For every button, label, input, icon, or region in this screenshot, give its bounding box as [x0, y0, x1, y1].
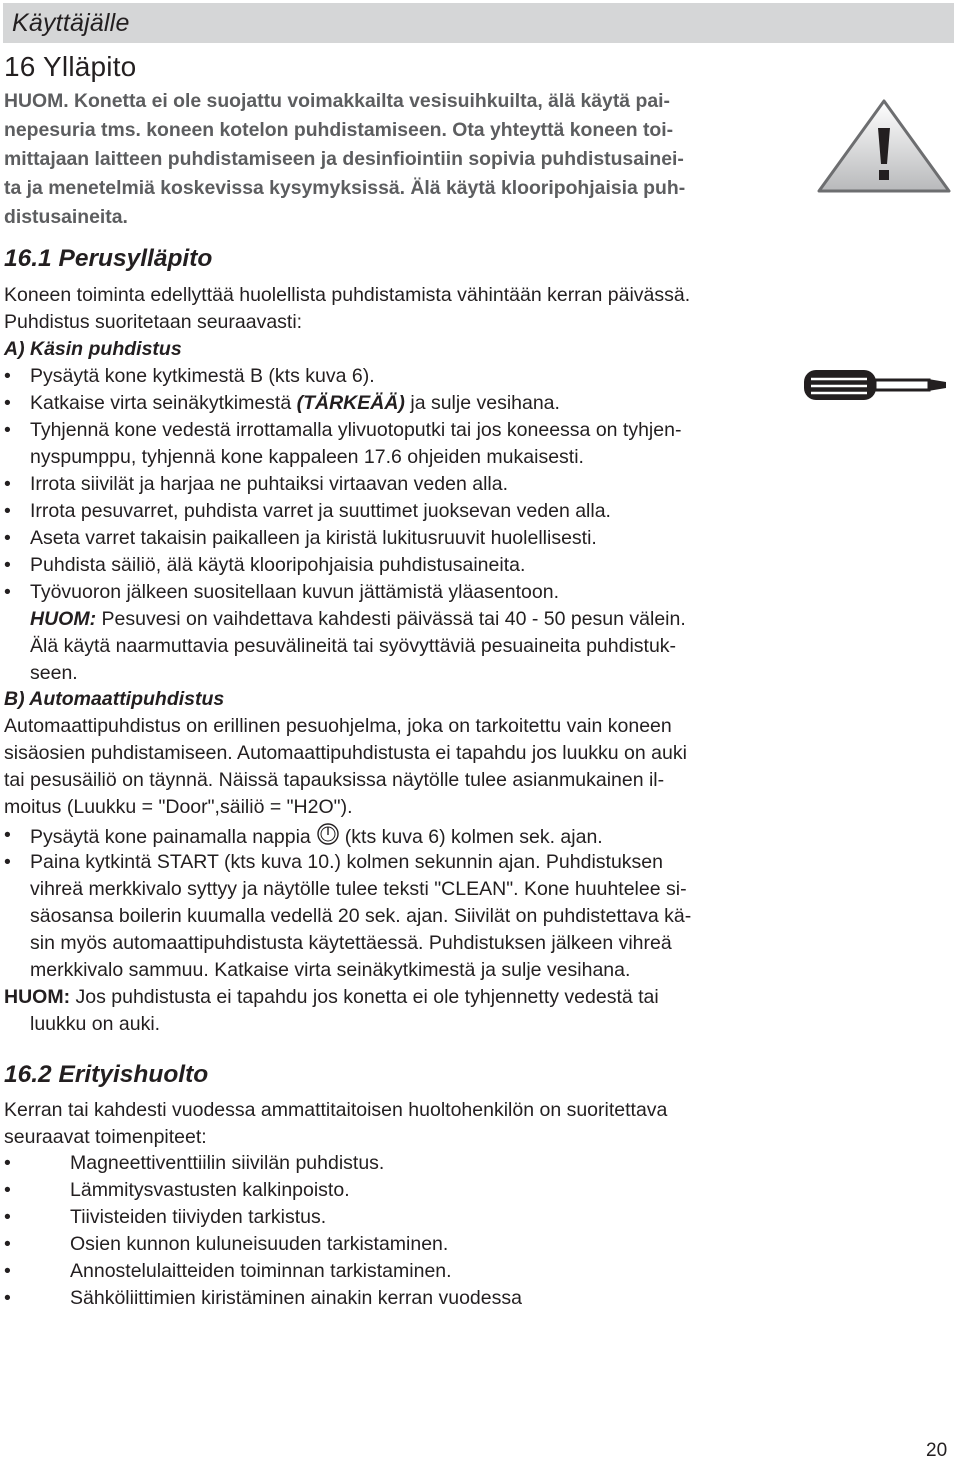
warning-line: ta ja menetelmiä koskevissa kysymyksissä. Älä käytä klooripohjaisia puh-: [4, 177, 686, 199]
warning-line: nepesuria tms. koneen kotelon puhdistamiseen. Ota yhteyttä koneen toi-: [4, 119, 674, 141]
bullet: •: [4, 1287, 11, 1309]
bullet: •: [4, 527, 11, 549]
screwdriver-icon: [803, 367, 953, 403]
auto-cleaning-title: B) Automaattipuhdistus: [4, 688, 225, 710]
bullet: •: [4, 365, 11, 387]
bullet: •: [4, 419, 11, 441]
important-emphasis: (TÄRKEÄÄ): [296, 392, 405, 414]
bullet: •: [4, 1233, 11, 1255]
auto-paragraph-line: tai pesusäiliö on täynnä. Näissä tapauksissa näytölle tulee asianmukainen il-: [4, 769, 665, 791]
special-intro: seuraavat toimenpiteet:: [4, 1126, 207, 1148]
warning-text: [4, 87, 804, 232]
subsection-title-basic: 16.1 Perusylläpito: [4, 245, 213, 272]
basic-intro: Koneen toiminta edellyttää huolellista puhdistamista vähintään kerran päivässä.: [4, 284, 691, 306]
bullet: •: [4, 473, 11, 495]
note-label: HUOM:: [30, 608, 97, 630]
bullet: •: [4, 1260, 11, 1282]
header-bar: [3, 3, 954, 43]
warning-line: HUOM. Konetta ei ole suojattu voimakkailta vesisuihkuilta, älä käytä pai-: [4, 90, 670, 112]
bullet: •: [4, 1179, 11, 1201]
basic-intro: Puhdistus suoritetaan seuraavasti:: [4, 311, 303, 333]
warning-line: distusaineita.: [4, 206, 128, 228]
bullet: •: [4, 824, 11, 846]
bullet: •: [4, 1152, 11, 1174]
bullet: •: [4, 554, 11, 576]
note2-line: HUOM: Jos puhdistusta ei tapahdu jos konetta ei ole tyhjennetty vedestä tai: [4, 986, 659, 1008]
bullet: •: [4, 581, 11, 603]
subsection-title-special: 16.2 Erityishuolto: [4, 1061, 209, 1088]
bullet: •: [4, 1206, 11, 1228]
auto-paragraph-line: moitus (Luukku = "Door",säiliö = "H2O").: [4, 796, 353, 818]
page-number: 20: [926, 1440, 948, 1461]
manual-cleaning-title: A) Käsin puhdistus: [4, 338, 182, 360]
power-button-icon: [315, 822, 341, 846]
warning-triangle-icon: [815, 98, 953, 194]
auto-paragraph-line: sisäosien puhdistamiseen. Automaattipuhdistusta ei tapahdu jos luukku on auki: [4, 742, 687, 764]
bullet: •: [4, 500, 11, 522]
bullet: •: [4, 851, 11, 873]
header-title: Käyttäjälle: [12, 9, 130, 37]
special-intro: Kerran tai kahdesti vuodessa ammattitaitoisen huoltohenkilön on suoritettava: [4, 1099, 668, 1121]
section-title: 16 Ylläpito: [4, 51, 137, 82]
warning-line: mittajaan laitteen puhdistamiseen ja desinfiointiin sopivia puhdistusainei-: [4, 148, 684, 170]
note2-label: HUOM:: [4, 986, 71, 1008]
bullet: •: [4, 392, 11, 414]
auto-paragraph-line: Automaattipuhdistus on erillinen pesuohjelma, joka on tarkoitettu vain koneen: [4, 715, 672, 737]
